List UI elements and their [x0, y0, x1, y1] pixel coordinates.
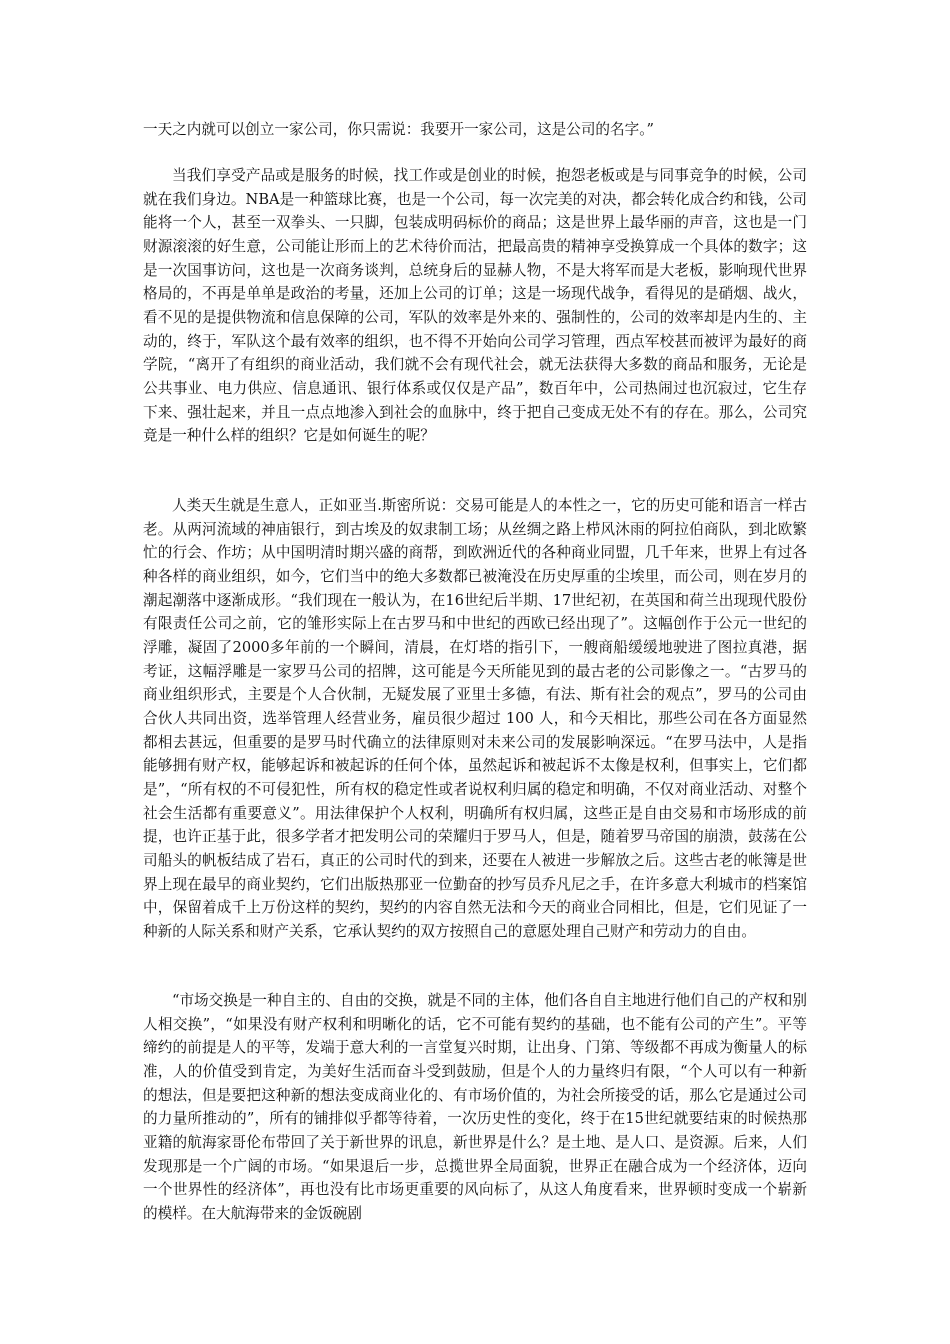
paragraph-market-exchange: “市场交换是一种自主的、自由的交换，就是不同的主体，他们各自自主地进行他们自己的产权和别人相交换”，“如果没有财产权利和明晰化的话，它不可能有契约的基础，也不能有公司的产生”。平等缔约的前提是人的平等，发端于意大利的一言堂复兴时期，让出身、门第、等级都不再成为衡量人的标准，人的价值受到肯定，为美好生活而奋斗受到鼓励，但是个人的力量终归有限，“个人可以有一种新的想法，但是要把这种新的想法变成商业化的、有市场价值的，为社会所接受的话，那么它是通过公司的力量所推动的”，所有的铺排似乎都等待着，一次历史性的变化，终于在15世纪就要结束的时候热那亚籍的航海家哥伦布带回了关于新世界的讯息，新世界是什么？是土地、是人口、是资源。后来，人们发现那是一个广阔的市场。“如果退后一步，总揽世界全局面貌，世界正在融合成为一个经济体，迈向一个世界性的经济体”，再也没有比市场更重要的风向标了，从这人角度看来，世界顿时变成一个崭新的模样。在大航海带来的金饭碗剧 — [143, 992, 807, 1222]
lead-line: 一天之内就可以创立一家公司，你只需说：我要开一家公司，这是公司的名字。” — [143, 121, 654, 138]
paragraph-history-of-trade: 人类天生就是生意人，正如亚当.斯密所说：交易可能是人的本性之一，它的历史可能和语言一样古老。从两河流域的神庙银行，到古埃及的奴隶制工场；从丝绸之路上栉风沐雨的阿拉伯商队，到北欧繁忙的行会、作坊；从中国明清时期兴盛的商帮，到欧洲近代的各种商业同盟，几千年来，世界上有过各种各样的商业组织，如今，它们当中的绝大多数都已被淹没在历史厚重的尘埃里，而公司，则在岁月的潮起潮落中逐渐成形。“我们现在一般认为，在16世纪后半期、17世纪初，在英国和荷兰出现现代股份有限责任公司之前，它的雏形实际上在古罗马和中世纪的西欧已经出现了”。这幅创作于公元一世纪的浮雕，凝固了2000多年前的一个瞬间，清晨，在灯塔的指引下，一艘商船缓缓地驶进了图拉真港，据考证，这幅浮雕是一家罗马公司的招牌，这可能是今天所能见到的最古老的公司影像之一。“古罗马的商业组织形式，主要是个人合伙制，无疑发展了亚里士多德，有法、斯有社会的观点”，罗马的公司由合伙人共同出资，选举管理人经营业务，雇员很少超过 100 人，和今天相比，那些公司在各方面显然都相去甚远，但重要的是罗马时代确立的法律原则对未来公司的发展影响深远。“在罗马法中，人是指能够拥有财产权，能够起诉和被起诉的任何个体，虽然起诉和被起诉不太像是权利，但事实上，它们都是”，“所有权的不可侵犯性，所有权的稳定性或者说权利归属的稳定和明确，不仅对商业活动、对整个社会生活都有重要意义”。用法律保护个人权利，明确所有权归属，这些正是自由交易和市场形成的前提，也许正基于此，很多学者才把发明公司的荣耀归于罗马人，但是，随着罗马帝国的崩溃，鼓荡在公司船头的帆板结成了岩石，真正的公司时代的到来，还要在人被进一步解放之后。这些古老的帐簿是世界上现在最早的商业契约，它们出版热那亚一位勤奋的抄写员乔凡尼之手，在许多意大利城市的档案馆中，保留着成千上万份这样的契约，契约的内容自然无法和今天的商业合同相比，但是，它们见证了一种新的人际关系和财产关系，它承认契约的双方按照自己的意愿处理自己财产和劳动力的自由。 — [143, 497, 807, 940]
paragraph-companies-around-us: 当我们享受产品或是服务的时候，找工作或是创业的时候，抱怨老板或是与同事竞争的时候，公司就在我们身边。NBA是一种篮球比赛，也是一个公司，每一次完美的对决，都会转化成合约和钱，公司能将一个人，甚至一双拳头、一只脚，包装成明码标价的商品；这是世界上最华丽的声音，这也是一门财源滚滚的好生意，公司能让形而上的艺术待价而沽，把最高贵的精神享受换算成一个具体的数字；这是一次国事访问，这也是一次商务谈判，总统身后的显赫人物，不是大将军而是大老板，影响现代世界格局的，不再是单单是政治的考量，还加上公司的订单；这是一场现代战争，看得见的是硝烟、战火，看不见的是提供物流和信息保障的公司，军队的效率是外来的、强制性的，公司的效率却是内生的、主动的，终于，军队这个最有效率的组织，也不得不开始向公司学习管理，西点军校甚而被评为最好的商学院，“离开了有组织的商业活动，我们就不会有现代社会，就无法获得大多数的商品和服务，无论是公共事业、电力供应、信息通讯、银行体系或仅仅是产品”，数百年中，公司热闹过也沉寂过，它生存下来、强壮起来，并且一点点地渗入到社会的血脉中，终于把自己变成无处不有的存在。那么，公司究竟是一种什么样的组织？它是如何诞生的呢？ — [143, 167, 807, 445]
